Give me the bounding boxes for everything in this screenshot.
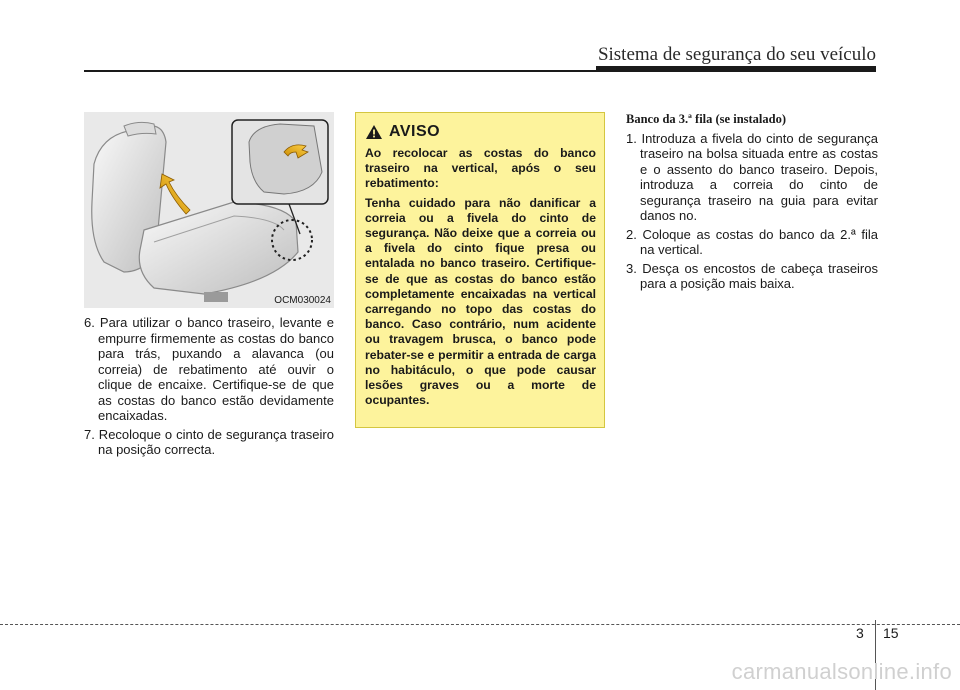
warning-body: Tenha cuidado para não danificar a correia ou a fivela do cinto de segurança. Não deixe que a correia ou a fivela do cinto fique presa ou entalada no banco traseiro. Certifique-se de que as costas do banco estão completamente encaixadas na vertical carregando no topo das costas do banco. Caso contrário, num acidente ou travagem brusca, o banco pode rebater-se e permitir a entrada de carga no habitáculo, o que pode causar lesões graves ou a morte de ocupantes. [365, 195, 596, 408]
seat-illustration [84, 112, 334, 308]
page-number: 15 [883, 625, 899, 641]
warning-box [355, 112, 605, 428]
instructions-column-right [626, 112, 878, 295]
figure-code: OCM030024 [274, 295, 331, 306]
instructions-column-left [84, 315, 334, 461]
warning-header [365, 123, 596, 141]
header-rule [84, 70, 876, 72]
list-item: 3. Desça os encostos de cabeça traseiros para a posição mais baixa. [626, 260, 878, 291]
list-item: 2. Coloque as costas do banco da 2.ª fila na vertical. [626, 226, 878, 257]
step-list [84, 315, 334, 458]
warning-triangle-icon [365, 124, 383, 140]
section-title: Banco da 3.ª fila (se instalado) [626, 112, 787, 126]
running-header-title: Sistema de segurança do seu veículo [597, 44, 876, 65]
watermark: carmanualsonline.info [731, 659, 952, 684]
list-item: 1. Introduza a fivela do cinto de segurança traseiro na bolsa situada entre as costas e o assento do banco traseiro. Depois, introduza a correia do cinto de segurança traseiro na guia para evitar danos no. [626, 130, 878, 223]
step-list [626, 131, 878, 292]
seat-drawing [84, 112, 334, 308]
footer-rule [0, 624, 960, 625]
warning-intro: Ao recolocar as costas do banco traseiro na vertical, após o seu rebatimento: [365, 146, 596, 191]
warning-title: AVISO [389, 123, 441, 140]
section-number: 3 [856, 625, 864, 641]
list-item: 7. Recoloque o cinto de segurança traseiro na posição correcta. [84, 426, 334, 457]
list-item: 6. Para utilizar o banco traseiro, levante e empurre firmemente as costas do banco para trás, puxando a alavanca (ou correia) de rebatimento até ouvir o clique de encaixe. Certifique-se de que as costas do banco estão devidamente encaixadas. [84, 315, 334, 423]
